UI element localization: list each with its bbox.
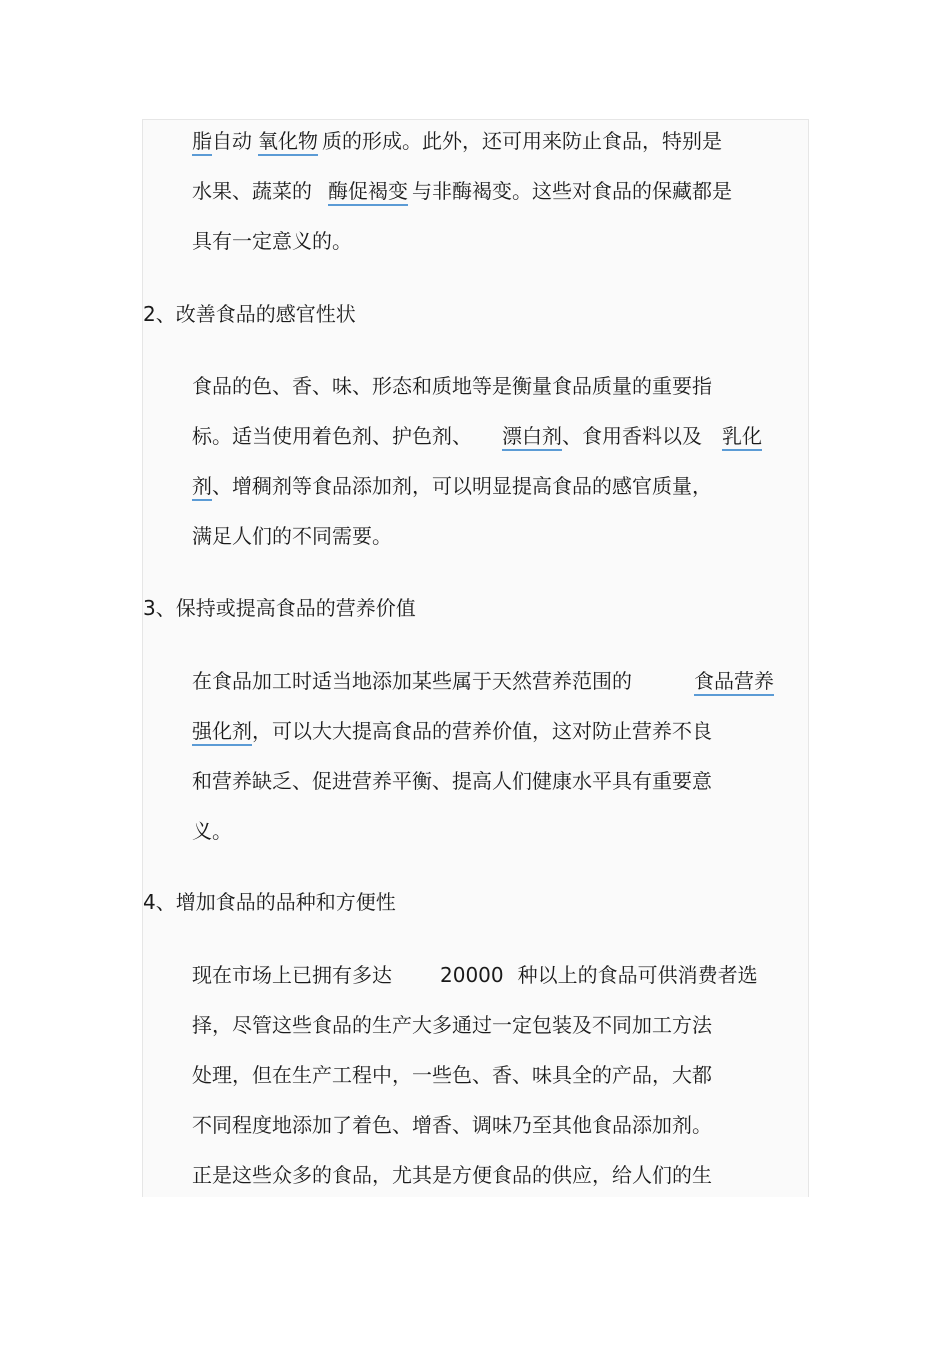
underlined-term: 乳化: [722, 424, 762, 451]
paragraph-line: 具有一定意义的。: [192, 229, 352, 253]
underlined-term: 氧化物: [258, 129, 318, 156]
paragraph-line: [192, 472, 712, 500]
text-run: 、食用香料以及: [562, 424, 702, 448]
text-run: 质的形成。此外，还可用来防止食品，特别是: [322, 129, 722, 153]
section-heading: 2、改善食品的感官性状: [143, 302, 356, 326]
number-value: 20000: [440, 963, 504, 987]
paragraph-line: 义。: [192, 819, 232, 843]
underlined-term: 食品营养: [694, 669, 774, 696]
paragraph-line: [192, 667, 774, 695]
text-run: 现在市场上已拥有多达: [192, 963, 392, 987]
paragraph-line: 择，尽管这些食品的生产大多通过一定包装及不同加工方法: [192, 1013, 712, 1037]
underlined-term: 酶促褐变: [328, 179, 408, 206]
text-run: 在食品加工时适当地添加某些属于天然营养范围的: [192, 669, 632, 693]
paragraph-line: 食品的色、香、味、形态和质地等是衡量食品质量的重要指: [192, 374, 712, 398]
underlined-term: 剂: [192, 474, 212, 501]
paragraph-line: [192, 717, 712, 745]
paragraph-line: [192, 177, 732, 205]
underlined-term: 强化剂: [192, 719, 252, 746]
paragraph-line: [192, 961, 758, 989]
paragraph-line: 和营养缺乏、促进营养平衡、提高人们健康水平具有重要意: [192, 769, 712, 793]
text-run: ，可以大大提高食品的营养价值，这对防止营养不良: [252, 719, 712, 743]
text-run: 与非酶褐变。这些对食品的保藏都是: [412, 179, 732, 203]
text-run: 水果、蔬菜的: [192, 179, 312, 203]
paragraph-line: 正是这些众多的食品，尤其是方便食品的供应，给人们的生: [192, 1163, 712, 1187]
text-run: 自动: [212, 129, 252, 153]
paragraph-line: 满足人们的不同需要。: [192, 524, 392, 548]
paragraph-line: 不同程度地添加了着色、增香、调味乃至其他食品添加剂。: [192, 1113, 712, 1137]
section-heading: 3、保持或提高食品的营养价值: [143, 596, 416, 620]
section-heading: 4、增加食品的品种和方便性: [143, 890, 396, 914]
text-run: 、增稠剂等食品添加剂，可以明显提高食品的感官质量，: [212, 474, 712, 498]
paragraph-line: 处理，但在生产工程中，一些色、香、味具全的产品，大都: [192, 1063, 712, 1087]
underlined-term: 脂: [192, 129, 212, 156]
underlined-term: 漂白剂: [502, 424, 562, 451]
text-run: 种以上的食品可供消费者选: [517, 963, 758, 987]
text-run: 标。适当使用着色剂、护色剂、: [192, 424, 472, 448]
paragraph-line: [192, 422, 762, 450]
paragraph-line: [192, 127, 722, 155]
